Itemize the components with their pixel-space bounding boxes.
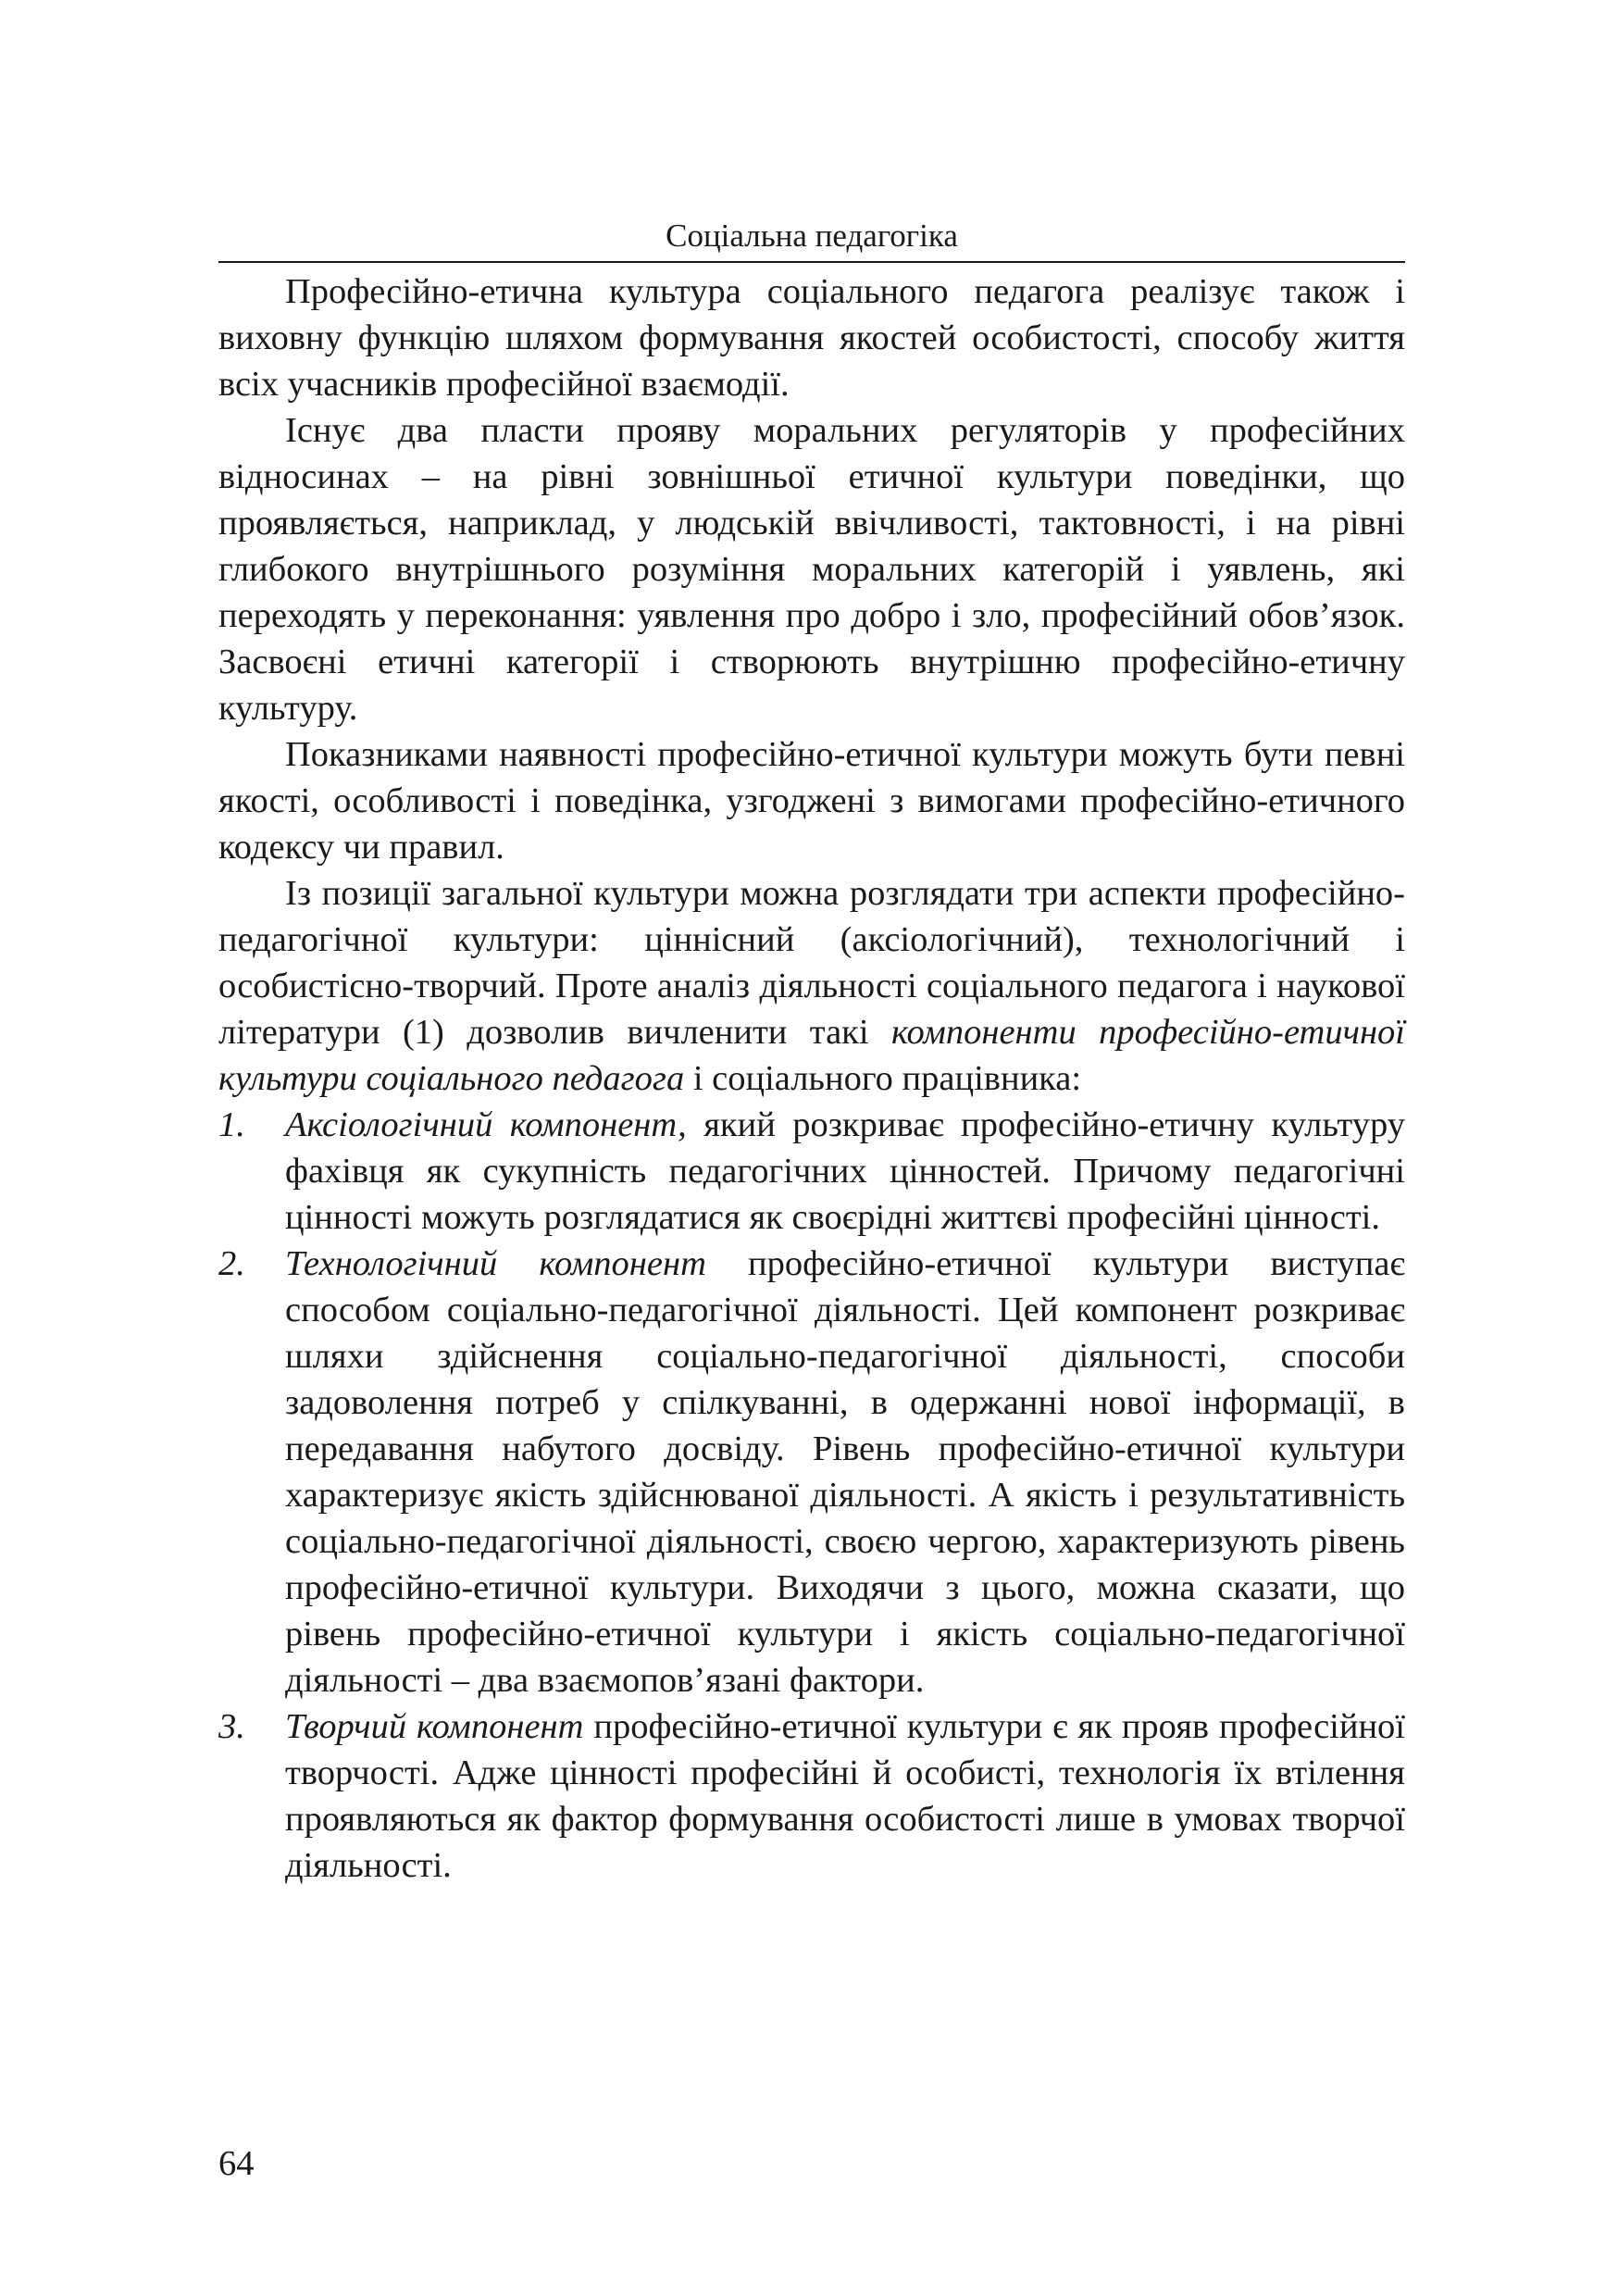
components-list bbox=[218, 1102, 1405, 1889]
list-item-number: 3. bbox=[218, 1707, 245, 1746]
running-head: Соціальна педагогіка bbox=[666, 218, 958, 254]
list-item bbox=[218, 1703, 1405, 1889]
paragraph-4-text: Із позиції загальної культури можна розглядати три аспекти професійно-педагогічної культури: ціннісний (аксіологічний), технологічний і особистісно-творчий. Проте аналіз діяльності соціального педагога і наукової літератури (1) дозволив вичленити такі bbox=[218, 874, 1405, 1052]
list-item bbox=[218, 1102, 1405, 1241]
list-item-term: Аксіологічний компонент, bbox=[285, 1105, 687, 1144]
paragraph-4-emphasis: компоненти професійно-етичної культури соціального педагога bbox=[218, 1013, 1406, 1098]
body-text bbox=[218, 268, 1405, 1889]
list-item-number: 1. bbox=[218, 1105, 245, 1144]
paragraph-1: Професійно-етична культура соціального педагога реалізує також і виховну функцію шляхом формування якостей особистості, способу життя всіх учасників професійної взаємодії. bbox=[218, 272, 1405, 404]
paragraph-4 bbox=[218, 870, 1405, 1102]
list-item-text: професійно-етичної культури виступає способом соціально-педагогічної діяльності. Цей компонент розкриває шляхи здійснення соціально-педагогічної діяльності, способи задоволення потреб у спілкуванні, в одержанні нової інформації, в передавання набутого досвіду. Рівень професійно-етичної культури характеризує якість здійснюваної діяльності. А якість і результативність соціально-педагогічної діяльності, своєю чергою, характеризують рівень професійно-етичної культури. Виходячи з цього, можна сказати, що рівень професійно-етичної культури і якість соціально-педагогічної діяльності – два взаємопов’язані фактори. bbox=[285, 1244, 1406, 1700]
paragraph-3: Показниками наявності професійно-етичної культури можуть бути певні якості, особливості і поведінка, узгоджені з вимогами професійно-етичного кодексу чи правил. bbox=[218, 735, 1405, 867]
list-item bbox=[218, 1241, 1405, 1703]
list-item-number: 2. bbox=[218, 1244, 245, 1283]
list-item-text: професійно-етичної культури є як прояв професійної творчості. Адже цінності професійні й особисті, технологія їх втілення проявляються як фактор формування особистості лише в умовах творчої діяльності. bbox=[285, 1707, 1406, 1885]
list-item-term: Технологічний компонент bbox=[285, 1244, 706, 1283]
paragraph-4-tail: і соціального працівника: bbox=[692, 1059, 1082, 1098]
page-number: 64 bbox=[218, 2144, 255, 2183]
header-rule bbox=[218, 261, 1405, 263]
list-item-text: який розкриває професійно-етичну культуру фахівця як сукупність педагогічних цінностей. Причому педагогічні цінності можуть розглядатися як своєрідні життєві професійні цінності. bbox=[285, 1105, 1405, 1237]
book-page bbox=[218, 215, 1405, 1889]
list-item-term: Творчий компонент bbox=[285, 1707, 584, 1746]
paragraph-2: Існує два пласти прояву моральних регуляторів у професійних відносинах – на рівні зовнішньої етичної культури поведінки, що проявляється, наприклад, у людській ввічливості, тактовності, і на рівні глибокого внутрішнього розуміння моральних категорій і уявлень, які переходять у переконання: уявлення про добро і зло, професійний обов’язок. Засвоєні етичні категорії і створюють внутрішню професійно-етичну культуру. bbox=[218, 411, 1405, 728]
